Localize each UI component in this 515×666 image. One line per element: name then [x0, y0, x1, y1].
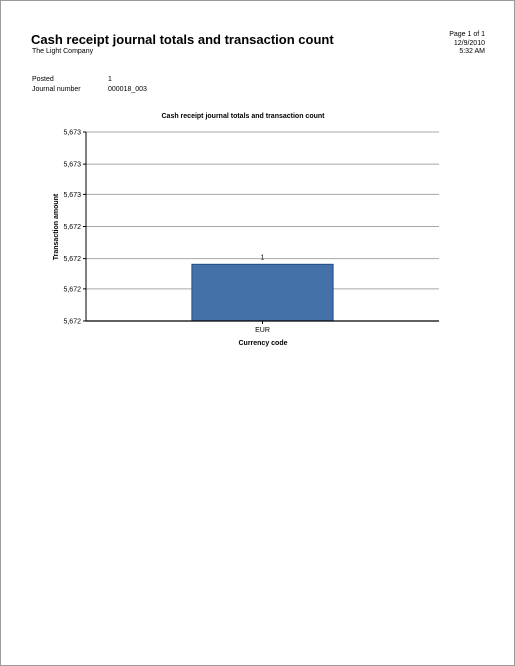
- bars: [192, 254, 333, 321]
- journal-number-value: 000018_003: [108, 86, 147, 93]
- chart-title: Cash receipt journal totals and transaction count: [161, 113, 325, 120]
- posted-value: 1: [108, 76, 112, 83]
- posted-label: Posted: [32, 76, 54, 83]
- y-tick-label: 5,673: [63, 161, 81, 169]
- y-tick-label: 5,672: [63, 286, 81, 294]
- x-tick-label: EUR: [255, 327, 270, 334]
- report-time: 5:32 AM: [459, 48, 485, 55]
- x-axis-title: Currency code: [238, 340, 288, 347]
- y-tick-label: 5,673: [63, 129, 81, 137]
- company-name: The Light Company: [32, 48, 94, 55]
- report-title: Cash receipt journal totals and transaction count: [31, 32, 334, 47]
- y-tick-label: 5,672: [63, 224, 81, 231]
- y-tick-label: 5,672: [63, 256, 81, 264]
- page-number: Page 1 of 1: [449, 31, 485, 38]
- report-date: 12/9/2010: [453, 39, 485, 47]
- y-tick-label: 5,672: [63, 318, 81, 326]
- y-axis-title: Transaction amount: [53, 193, 60, 261]
- x-tick-labels: [255, 321, 270, 334]
- bar-data-label: 1: [260, 254, 265, 262]
- bar-chart: [1, 1, 514, 665]
- y-tick-labels: [63, 130, 86, 326]
- journal-number-label: Journal number: [32, 86, 81, 93]
- bar-eur: [192, 264, 333, 321]
- y-tick-label: 5,673: [63, 191, 81, 199]
